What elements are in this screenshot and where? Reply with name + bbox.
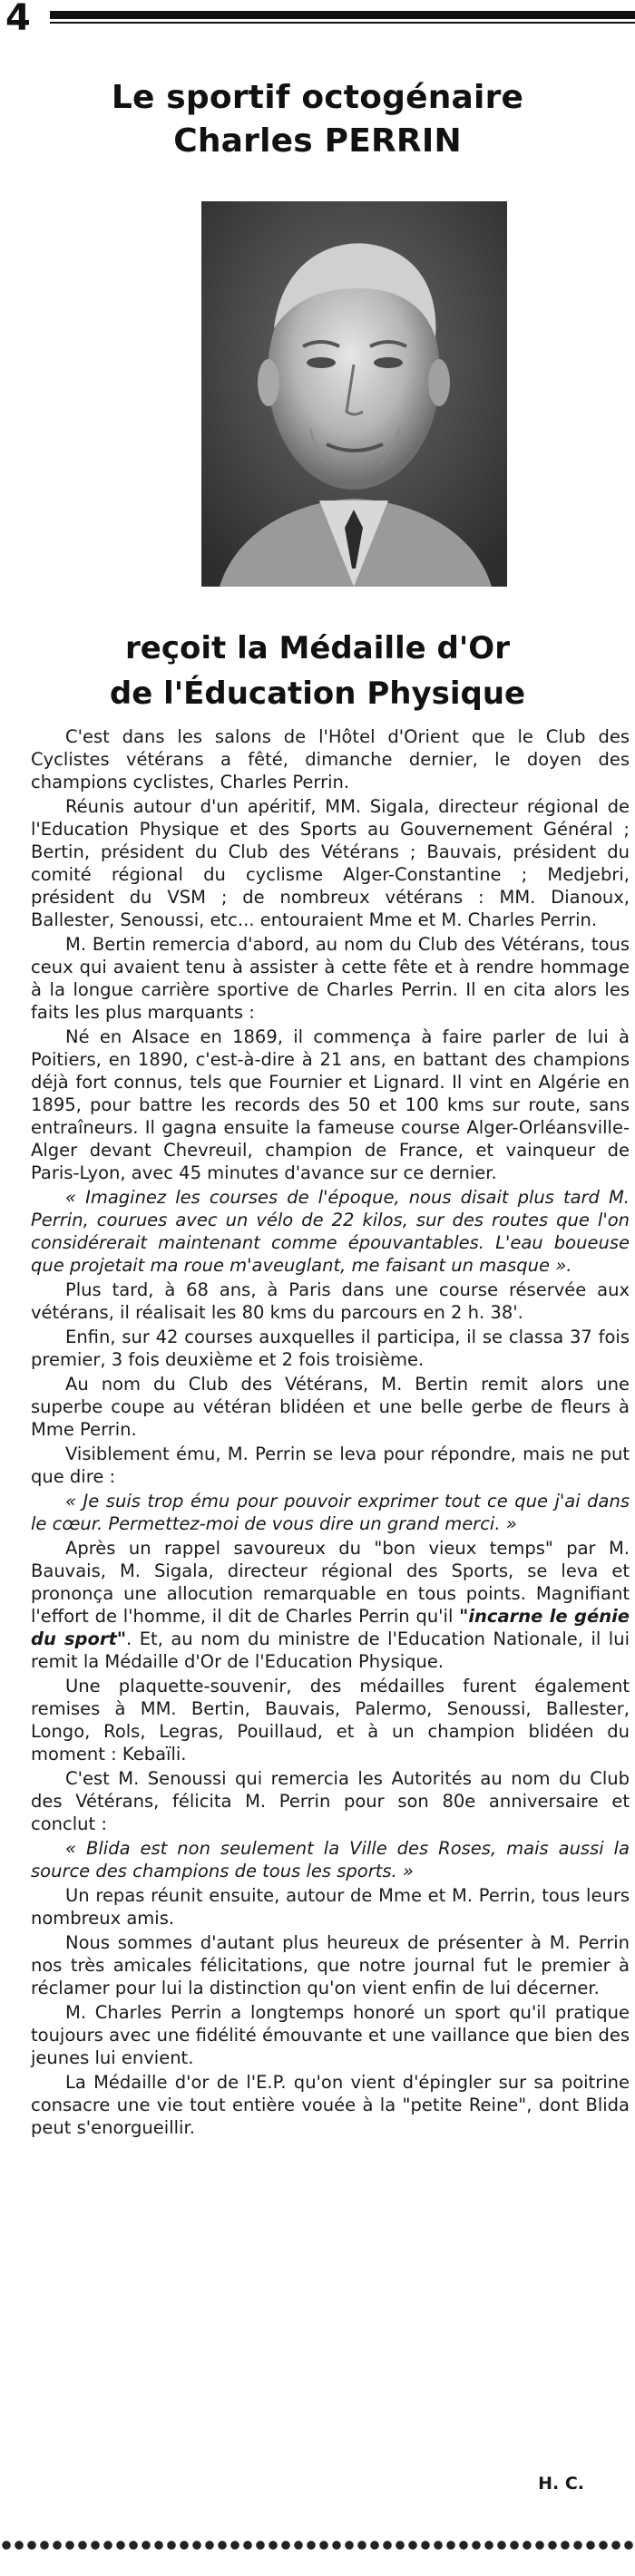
article-text: Après un rappel savoureux du "bon vieux temps" par M. Bauvais, M. Sigala, directeur régional des Sports, se leva et prononça une allocution remarquable en tous points. Magnifiant l'effort de l'homme, il dit de Charles Perrin qu'il [31,1538,630,1627]
headline [0,76,635,163]
article-paragraph: Réunis autour d'un apéritif, MM. Sigala, directeur régional de l'Education Physique et des Sports au Gouvernement Général ; Bertin, président du Club des Vétérans ; Bauvais, président du comité régional du cyclisme Alger-Constantine ; Medjebri, président du VSM ; de nombreux vétérans : MM. Dianoux, Ballester, Senoussi, etc... entouraient Mme et M. Charles Perrin. [31,796,630,930]
article-paragraph: La Médaille d'or de l'E.P. qu'on vient d'épingler sur sa poitrine consacre une vie tout entière vouée à la "petite Reine", dont Blida peut s'enorgueillir. [31,2072,630,2138]
article-body [31,725,630,2466]
article-paragraph: M. Bertin remercia d'abord, au nom du Club des Vétérans, tous ceux qui avaient tenu à assister à cette fête et à rendre hommage à la longue carrière sportive de Charles Perrin. Il en cita alors les faits les plus marquants : [31,934,630,1023]
top-rule-thick [50,11,635,19]
article-paragraph [31,1537,630,1673]
article-quote: « Blida est non seulement la Ville des Roses, mais aussi la source des champions de tous les sports. » [31,1838,630,1881]
headline-line-1: Le sportif octogénaire [111,79,524,116]
article-paragraph: Né en Alsace en 1869, il commença à faire parler de lui à Poitiers, en 1890, c'est-à-dire à 21 ans, en battant des champions déjà fort connus, tels que Fournier et Lignard. Il vint en Algérie en 1895, pour battre les records des 50 et 100 kms sur route, sans entraîneurs. Il gagna ensuite la fameuse course Alger-Orléansville-Alger devant Chevreuil, champion de France, et vainqueur de Paris-Lyon, avec 45 minutes d'avance sur ce dernier. [31,1026,630,1183]
bottom-decorative-border [0,2539,635,2553]
article-paragraph: Visiblement ému, M. Perrin se leva pour répondre, mais ne put que dire : [31,1444,630,1487]
top-rule [50,11,635,25]
article-text: . Et, au nom du ministre de l'Education Nationale, il lui remit la Médaille d'Or de l'Education Physique. [31,1628,630,1672]
article-emphasis: "incarne le génie du sport" [31,1606,630,1649]
article-quote: « Je suis trop ému pour pouvoir exprimer tout ce que j'ai dans le cœur. Permettez-moi de vous dire un grand merci. » [31,1491,630,1534]
article-paragraph: Enfin, sur 42 courses auxquelles il participa, il se classa 37 fois premier, 3 fois deuxième et 2 fois troisième. [31,1327,630,1370]
article-paragraph: Plus tard, à 68 ans, à Paris dans une course réservée aux vétérans, il réalisait les 80 kms du parcours en 2 h. 38'. [31,1279,630,1323]
subheadline-line-2: de l'Éducation Physique [109,676,526,712]
article-paragraph: M. Charles Perrin a longtemps honoré un sport qu'il pratique toujours avec une fidélité émouvante et une vaillance que bien des jeunes lui envient. [31,2002,630,2068]
portrait-photo-icon [201,201,507,587]
article-paragraph: C'est dans les salons de l'Hôtel d'Orient que le Club des Cyclistes vétérans a fêté, dimanche dernier, le doyen des champions cyclistes, Charles Perrin. [31,726,630,792]
article-paragraph: Au nom du Club des Vétérans, M. Bertin remit alors une superbe coupe au vétéran blidéen et une belle gerbe de fleurs à Mme Perrin. [31,1374,630,1440]
top-rule-thin [50,22,635,24]
article-paragraph: Nous sommes d'autant plus heureux de présenter à M. Perrin nos très amicales félicitations, que notre journal fut le premier à réclamer pour lui la distinction qu'on vient enfin de lui décerner. [31,1932,630,1998]
article-paragraph: Un repas réunit ensuite, autour de Mme et M. Perrin, tous leurs nombreux amis. [31,1885,630,1929]
subheadline-line-1: reçoit la Médaille d'Or [125,630,510,666]
article-paragraph: Une plaquette-souvenir, des médailles furent également remises à MM. Bertin, Bauvais, Palermo, Senoussi, Ballester, Longo, Rols, Legras, Pouillaud, et à un champion blidéen du moment : Kebaïli. [31,1676,630,1764]
article-quote: « Imaginez les courses de l'époque, nous disait plus tard M. Perrin, courues avec un vélo de 22 kilos, sur des routes que l'on considérerait maintenant comme épouvantables. L'eau boueuse que projetait ma roue m'aveuglant, me faisant un masque ». [31,1187,630,1276]
author-signature: H. C. [538,2474,584,2493]
headline-line-2: Charles PERRIN [173,122,462,160]
page-number: 4 [5,0,31,39]
subheadline [0,626,635,716]
article-paragraph: C'est M. Senoussi qui remercia les Autorités au nom du Club des Vétérans, félicita M. Perrin pour son 80e anniversaire et conclut : [31,1768,630,1834]
portrait-photo [201,201,507,587]
